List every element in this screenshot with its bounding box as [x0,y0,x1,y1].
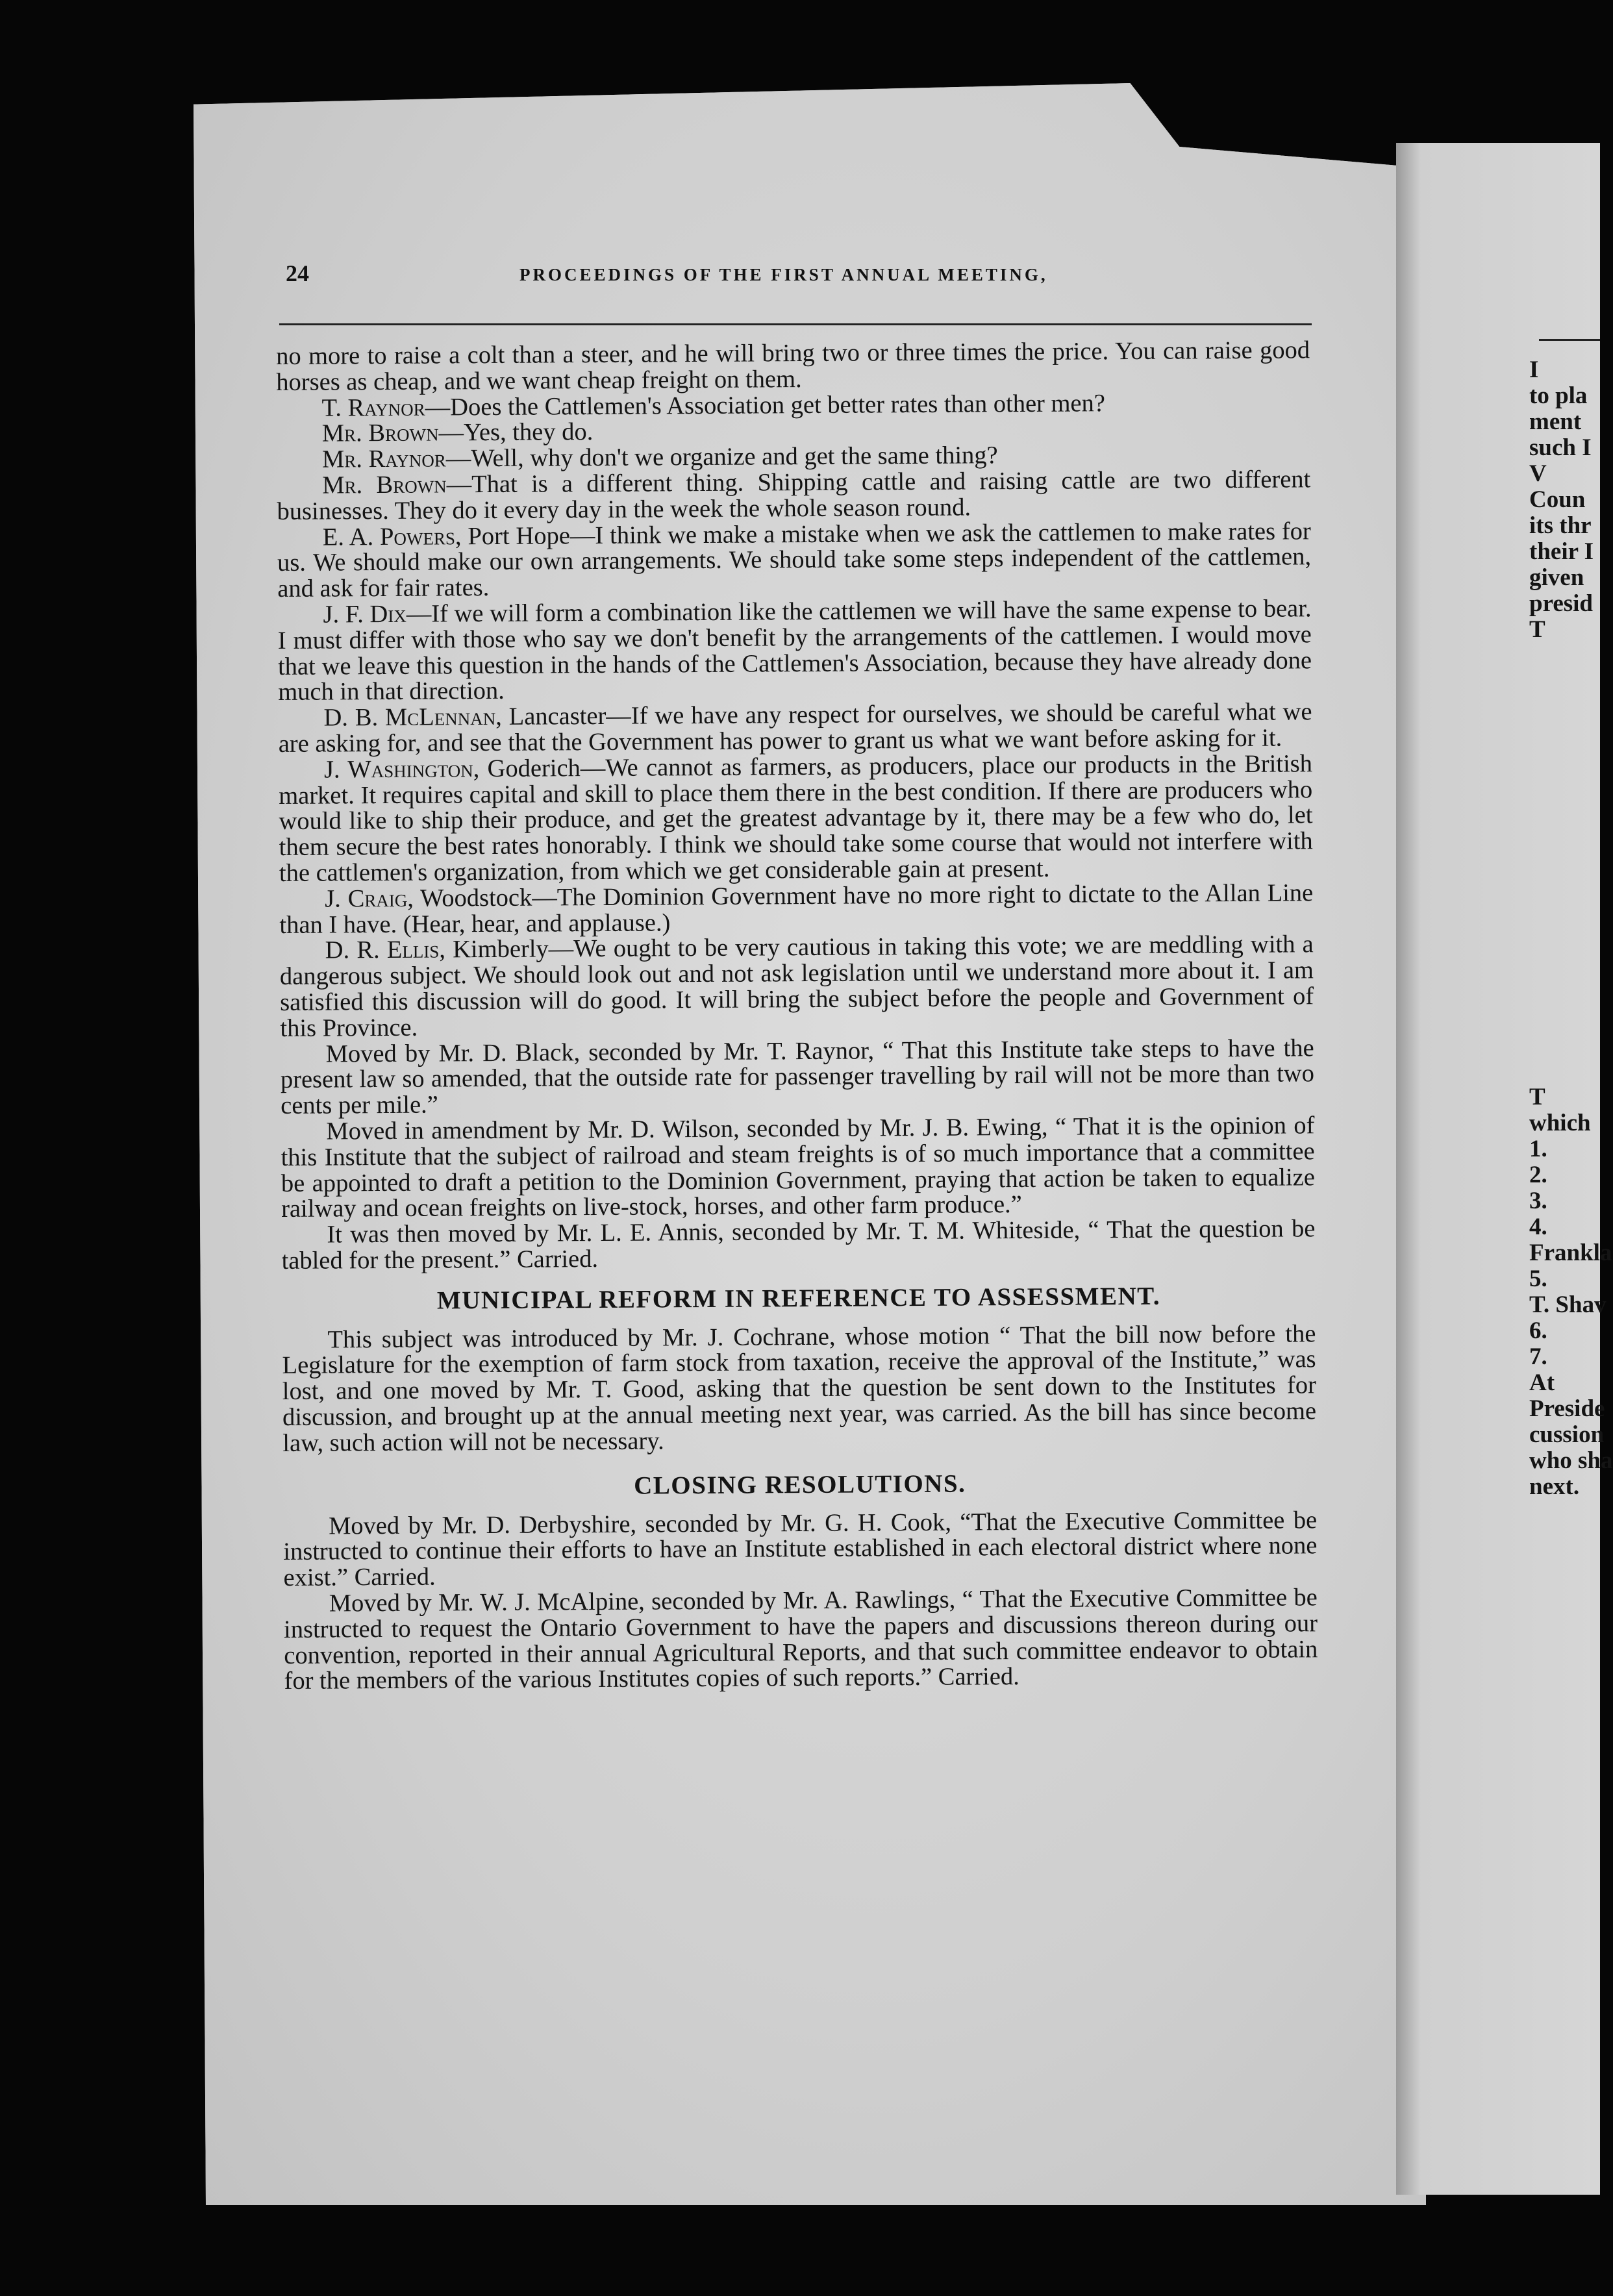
right-page-fragment-line: 4. [1529,1214,1547,1240]
right-page-fragment-line [1529,1006,1607,1032]
right-page-fragment-line: I [1529,356,1539,383]
right-page-fragment-line: who sha [1529,1447,1613,1474]
speaker-name: J. Washington [323,755,473,784]
paragraph: Mr. Brown—Yes, they do. [321,418,594,447]
paragraph: Mr. Raynor—Well, why don't we organize and get the same thing? [321,442,998,473]
right-page-fragment-line: its thr [1529,512,1592,539]
right-page-fragment-line [1529,851,1607,877]
right-page-fragment-line [1529,721,1607,747]
running-head [0,260,1600,299]
right-page-fragment-line: At [1529,1369,1555,1396]
speaker-name: E. A. Powers [322,522,456,551]
right-page-fragment-line: given [1529,564,1584,591]
right-page-fragment-line [1529,695,1607,721]
right-page-fragment-line [1529,877,1607,903]
right-page-fragment-line: ment [1529,408,1582,435]
right-page-fragments [1529,331,1613,1500]
right-page-fragment-line: 7. [1529,1343,1547,1370]
right-page-fragment-line: which [1529,1110,1591,1136]
paragraph: E. A. Powers, Port Hope—I think we make a mistake when we ask the cattlemen to make rates for us. We should make our own arrangements. We should take some steps independent of the cattlemen, and ask for fair rates. [277,517,1312,603]
right-page-fragment-line [1529,747,1607,773]
paragraph: J. Craig, Woodstock—The Dominion Government have no more right to dictate to the Allan Line than I have. (Hear, hear, and applause.) [279,879,1314,939]
right-page-fragment-line: 2. [1529,1162,1547,1188]
right-page-fragment-line: their I [1529,538,1594,565]
paragraph: J. Washington, Goderich—We cannot as farmers, as producers, place our products in the British market. It requires capital and skill to place them there in the best condition. If there are producers who would like to ship their produce, and get the greatest advantage by it, there may be a few who do, let them secure the best rates honorably. I think we should take some course that would not interfere with the cattlemen's organization, from which we get considerable gain at present. [279,750,1313,887]
right-page-fragment-line [1529,980,1607,1006]
right-page-fragment-line [1529,825,1607,851]
paragraph: D. B. McLennan, Lancaster—If we have any respect for ourselves, we should be careful what we are asking for, and see that the Government has power to grant us what we want before asking for it. [278,698,1312,758]
right-page-fragment-line [1529,1032,1607,1058]
running-title: PROCEEDINGS OF THE FIRST ANNUAL MEETING, [519,265,1048,284]
right-page-fragment-line: Coun [1529,486,1586,513]
right-page-fragment-line: to pla [1529,382,1588,409]
motion-paragraph: Moved by Mr. D. Black, seconded by Mr. T. Raynor, “ That this Institute take steps to have the present law so amended, that the outside rate for passenger travelling by rail will not be more than two cents per mile.” [280,1034,1315,1120]
right-page-fragment-line [1529,643,1607,669]
motion-paragraph: Moved in amendment by Mr. D. Wilson, seconded by Mr. J. B. Ewing, “ That it is the opinion of this Institute that the subject of railroad and steam freights is of so much importance that a committee be appointed to draft a petition to the Dominion Government, praying that action be taken to equalize railway and ocean freights on live-stock, horses, and other farm produce.” [281,1112,1315,1223]
right-page-fragment-line: T [1529,1084,1545,1110]
paragraph: This subject was introduced by Mr. J. Cochrane, whose motion “ That the bill now before the Legislature for the exemption of farm stock from taxation, receive the approval of the Institute,” was lost, and one moved by Mr. T. Good, asking that the question be sent down to the Institutes for discussion, and brought up at the annual meeting next year, was carried. As the bill has since become law, such action will not be necessary. [282,1319,1317,1457]
right-page-fragment-line: 5. [1529,1266,1547,1292]
speaker-name: Mr. Raynor [321,445,446,473]
right-page-fragment-line: V [1529,460,1547,487]
right-page-fragment-line [1529,331,1607,357]
paragraph: T. Raynor—Does the Cattlemen's Association get better rates than other men? [321,389,1106,422]
right-page-fragment-line [1529,773,1607,799]
speaker-name: D. R. Ellis [325,936,440,964]
resolution-paragraph: Moved by Mr. D. Derbyshire, seconded by Mr. G. H. Cook, “That the Executive Committee be instructed to continue their efforts to have an Institute established in each electoral district where none exist.” Carried. [283,1506,1318,1592]
paragraph: J. F. Dix—If we will form a combination like the cattlemen we will have the same expense to bear. I must differ with those who say we don't benefit by the arrangements of the cattlemen. I would move that we leave this question in the hands of the Cattlemen's Association, because they have already done much in that direction. [277,595,1312,706]
right-page-fragment-line: next. [1529,1473,1580,1500]
page-number: 24 [286,260,309,286]
page-body [276,338,1318,1695]
header-rule [279,323,1312,325]
section-heading-municipal-reform: MUNICIPAL REFORM IN REFERENCE TO ASSESSMENT. [436,1282,1161,1315]
paragraph: Mr. Brown—That is a different thing. Shipping cattle and raising cattle are two different businesses. They do it every day in the week the whole season round. [277,466,1311,525]
right-page-fragment-line: such I [1529,434,1592,461]
right-page-fragment-line: 3. [1529,1188,1547,1214]
speaker-name: D. B. McLennan [323,703,496,732]
right-page-fragment-line: T. Shav [1529,1292,1607,1318]
section-heading-closing-resolutions: CLOSING RESOLUTIONS. [634,1469,966,1500]
right-page-fragment-line [1529,955,1607,980]
right-page-fragment-line [1529,799,1607,825]
speaker-name: J. Craig [325,884,408,913]
right-page-fragment-line: presid [1529,590,1594,617]
right-page-fragment-line [1529,929,1607,955]
right-page-fragment-line [1529,903,1607,929]
right-page-fragment-line: Preside [1529,1395,1605,1422]
resolution-paragraph: Moved by Mr. W. J. McAlpine, seconded by Mr. A. Rawlings, “ That the Executive Committee be instructed to request the Ontario Government to have the papers and discussions thereon during our convention, reported in their annual Agricultural Reports, and that such committee endeavor to obtain for the members of the various Institutes copies of such reports.” Carried. [283,1584,1318,1695]
right-page-fragment-line [1529,1058,1607,1084]
paragraph: no more to raise a colt than a steer, and he will bring two or three times the price. You can raise good horses as cheap, and we want cheap freight on them. [275,336,1310,396]
right-page-fragment-line: cussion [1529,1421,1605,1448]
right-page-fragment-line: 6. [1529,1317,1547,1344]
speaker-name: T. Raynor [321,393,425,422]
paragraph: D. R. Ellis, Kimberly—We ought to be very cautious in taking this vote; we are meddling with a dangerous subject. We should look out and not ask legislation until we understand more about it. I am satisfied this discussion will do good. It will bring the subject before the people and Government of this Province. [279,930,1314,1042]
right-page-fragment-line [1529,669,1607,695]
speaker-name: J. F. Dix [323,600,406,629]
motion-paragraph: It was then moved by Mr. L. E. Annis, seconded by Mr. T. M. Whiteside, “ That the question be tabled for the present.” Carried. [281,1215,1316,1275]
speaker-name: Mr. Brown [322,471,447,499]
right-page-fragment-line: Frankla [1529,1240,1612,1266]
right-page-fragment-line: 1. [1529,1136,1547,1162]
right-page-fragment-line: T [1529,616,1545,643]
speaker-name: Mr. Brown [321,419,439,447]
